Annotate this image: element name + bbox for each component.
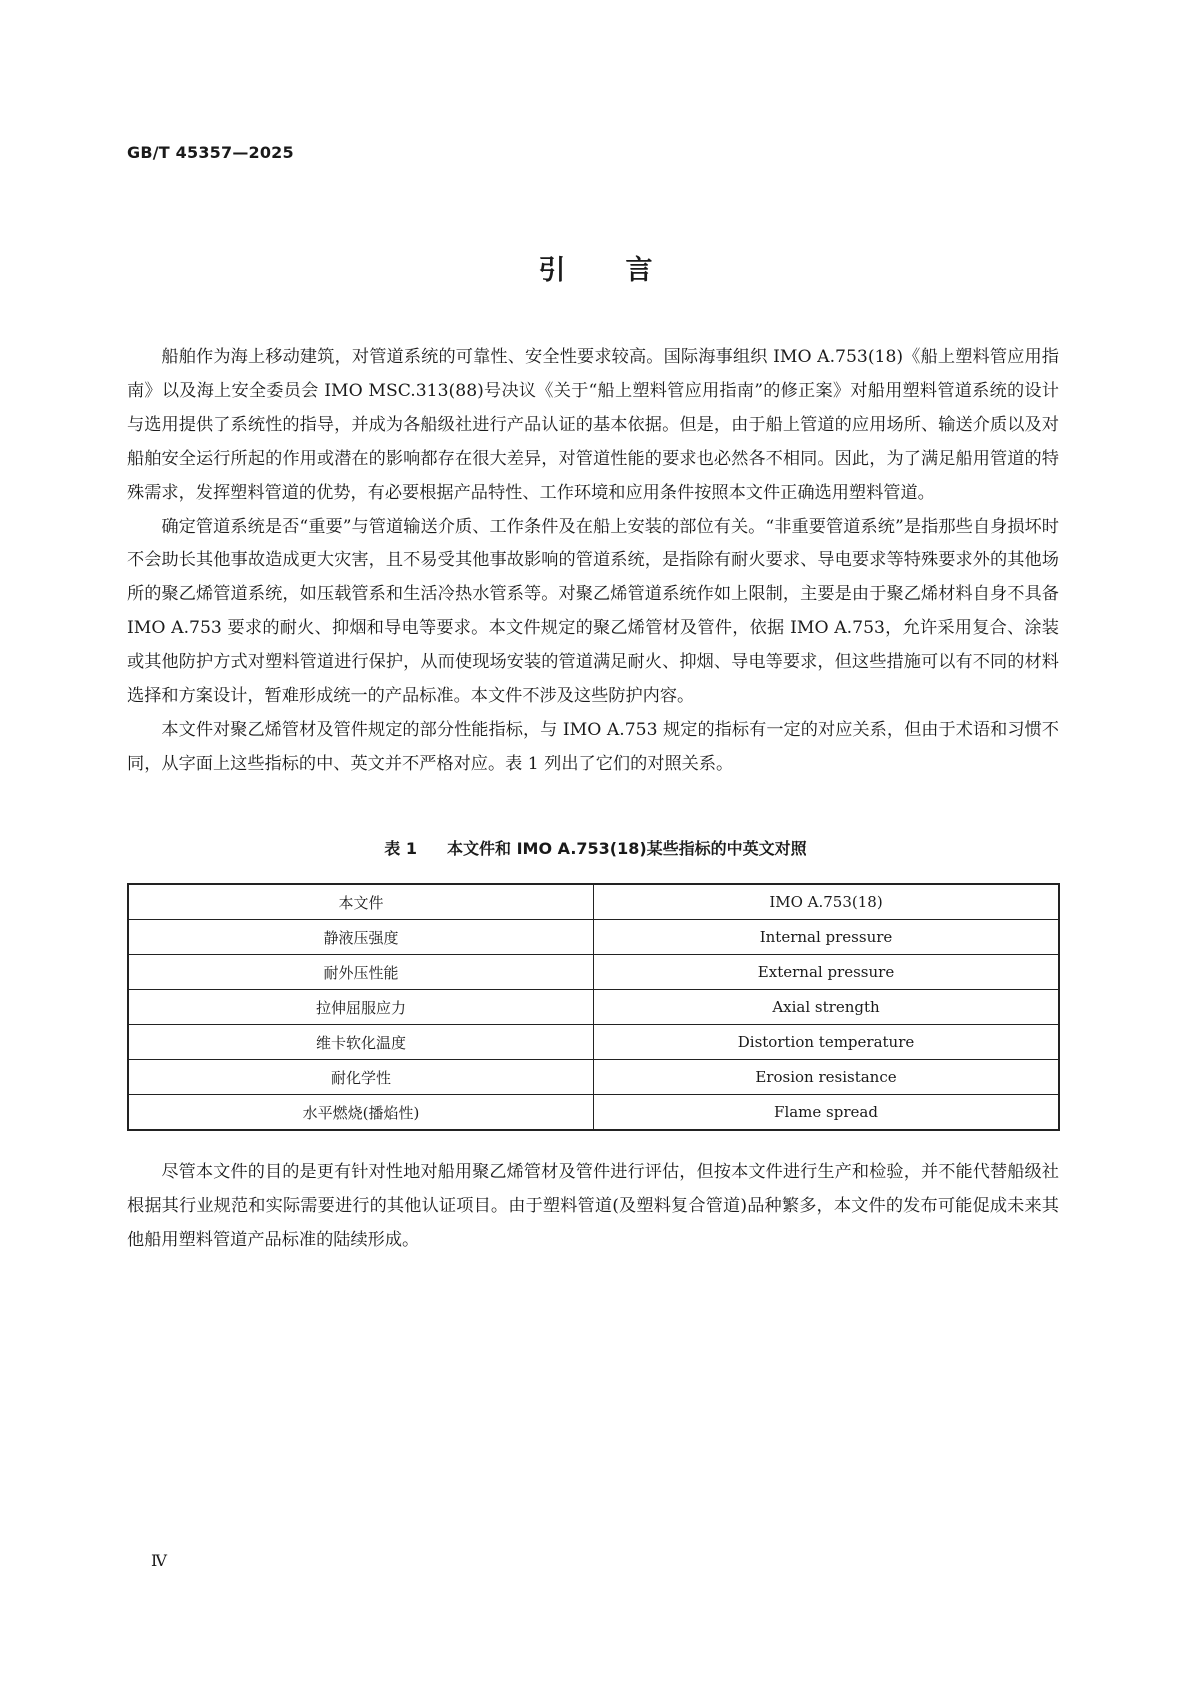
table-cell: Axial strength <box>594 990 1060 1025</box>
paragraph: 船舶作为海上移动建筑，对管道系统的可靠性、安全性要求较高。国际海事组织 IMO A.753(18)《船上塑料管应用指南》以及海上安全委员会 IMO MSC.313(88)号决议《关于“船上塑料管应用指南”的修正案》对船用塑料管道系统的设计与选用提供了系统性的指导，并成为各船级社进行产品认证的基本依据。但是，由于船上管道的应用场所、输送介质以及对船舶安全运行所起的作用或潜在的影响都存在很大差异，对管道性能的要求也必然各不相同。因此，为了满足船用管道的特殊需求，发挥塑料管道的优势，有必要根据产品特性、工作环境和应用条件按照本文件正确选用塑料管道。 <box>127 347 1059 503</box>
table-cell: Distortion temperature <box>594 1025 1060 1060</box>
intro-section <box>127 341 1059 782</box>
paragraph: 本文件对聚乙烯管材及管件规定的部分性能指标，与 IMO A.753 规定的指标有一定的对应关系，但由于术语和习惯不同，从字面上这些指标的中、英文并不严格对应。表 1 列出了它们的对照关系。 <box>127 719 1059 774</box>
comparison-table <box>127 883 1060 1131</box>
table-row <box>128 1095 1059 1131</box>
table-cell: Flame spread <box>594 1095 1060 1131</box>
table-row <box>128 955 1059 990</box>
paragraph: 尽管本文件的目的是更有针对性地对船用聚乙烯管材及管件进行评估，但按本文件进行生产和检验，并不能代替船级社根据其行业规范和实际需要进行的其他认证项目。由于塑料管道(及塑料复合管道)品种繁多，本文件的发布可能促成未来其他船用塑料管道产品标准的陆续形成。 <box>127 1162 1059 1250</box>
table-row <box>128 1025 1059 1060</box>
table-cell: 耐化学性 <box>128 1060 594 1095</box>
table-cell: Erosion resistance <box>594 1060 1060 1095</box>
page-number: Ⅳ <box>151 1551 167 1570</box>
table-cell: Internal pressure <box>594 920 1060 955</box>
table-header-row <box>128 884 1059 920</box>
table-header-cell: IMO A.753(18) <box>594 884 1060 920</box>
table-header-cell: 本文件 <box>128 884 594 920</box>
standard-code: GB/T 45357—2025 <box>127 143 294 162</box>
paragraph: 确定管道系统是否“重要”与管道输送介质、工作条件及在船上安装的部位有关。“非重要管道系统”是指那些自身损坏时不会助长其他事故造成更大灾害，且不易受其他事故影响的管道系统，是指除有耐火要求、导电要求等特殊要求外的其他场所的聚乙烯管道系统，如压载管系和生活冷热水管系等。对聚乙烯管道系统作如上限制，主要是由于聚乙烯材料自身不具备 IMO A.753 要求的耐火、抑烟和导电等要求。本文件规定的聚乙烯管材及管件，依据 IMO A.753，允许采用复合、涂装或其他防护方式对塑料管道进行保护，从而使现场安装的管道满足耐火、抑烟、导电等要求，但这些措施可以有不同的材料选择和方案设计，暂难形成统一的产品标准。本文件不涉及这些防护内容。 <box>127 516 1059 707</box>
table-cell: 拉伸屈服应力 <box>128 990 594 1025</box>
table-cell: 静液压强度 <box>128 920 594 955</box>
table-cell: 维卡软化温度 <box>128 1025 594 1060</box>
table-row <box>128 990 1059 1025</box>
table-row <box>128 1060 1059 1095</box>
table-caption-label: 表 1 <box>384 839 418 858</box>
table-cell: 水平燃烧(播焰性) <box>128 1095 594 1131</box>
table-caption-text: 本文件和 IMO A.753(18)某些指标的中英文对照 <box>447 839 807 858</box>
table-caption <box>0 836 1191 859</box>
table-cell: External pressure <box>594 955 1060 990</box>
page-title: 引言 <box>538 255 713 286</box>
table-row <box>128 920 1059 955</box>
closing-section <box>127 1156 1059 1258</box>
table-cell: 耐外压性能 <box>128 955 594 990</box>
